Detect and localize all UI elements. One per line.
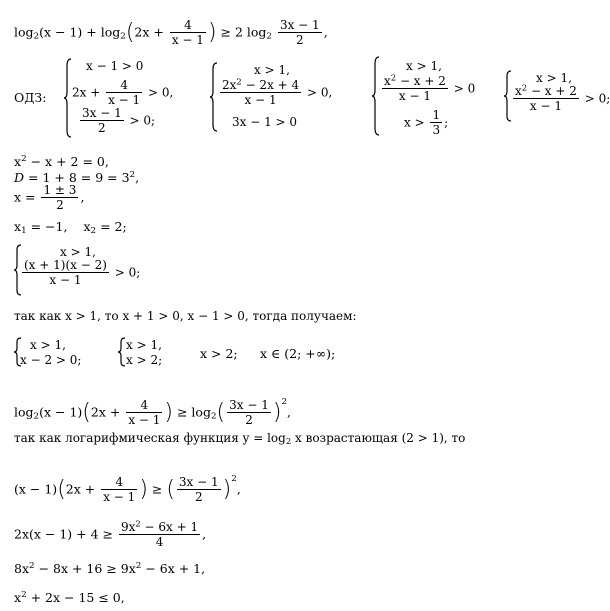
- system-6: x > 1, x − 2 > 0;: [14, 337, 94, 367]
- inequality-main: $\log_2(x - 1) + \log_2(2x$ + $\frac{4}{x - 1}$ ) ≥ 2 $\log_2$ $\frac{3x - 1}{2}$ ,: [14, 18, 328, 48]
- brace-icon: [372, 56, 380, 136]
- roots-values: $x_1 = -1$, $x_2 = 2$;: [14, 219, 127, 237]
- factored-system: x > 1, $\frac{(x + 1)(x - 2)}{x - 1}$ > 0;: [14, 244, 154, 296]
- explanation-text-2: так как логарифмическая функция $y = \log_2 x$ возрастающая (2 > 1), то: [14, 431, 466, 447]
- quadratic-equation: $x^2 - x + 2 = 0$,: [14, 154, 109, 169]
- brace-icon: [64, 58, 72, 138]
- polynomial-inequality: (x − 1)(2x + $\frac{4}{x - 1}$ ) ≥ ( $\frac{3x - 1}{2}$ )$^2$,: [14, 474, 241, 505]
- result-inequality: x > 2;: [200, 346, 238, 361]
- brace-icon: [210, 62, 218, 132]
- result-interval: x ∈ (2; +∞);: [260, 346, 336, 361]
- discriminant: $D = 1 + 8 = 9 = 3^2$,: [14, 170, 140, 185]
- odz-system-3: x > 1, $\frac{x^2 - x + 2}{x - 1}$ > 0 x > $\frac{1}{3}$ ;: [372, 56, 482, 136]
- odz-label: ОДЗ:: [14, 90, 47, 105]
- multiplied-inequality: $8x^2 - 8x + 16 \ge 9x^2 - 6x + 1$,: [14, 561, 206, 576]
- explanation-text-1: так как x > 1, то x + 1 > 0, x − 1 > 0, тогда получаем:: [14, 309, 357, 323]
- expanded-inequality: 2x(x − 1) + 4 ≥ $\frac{9x^2 - 6x + 1}{4}$ ,: [14, 518, 207, 550]
- odz-system-2: x > 1, $\frac{2x^2 - 2x + 4}{x - 1}$ > 0, 3x − 1 > 0: [210, 62, 330, 132]
- system-7: x > 1, x > 2;: [118, 337, 178, 367]
- roots-formula: x = $\frac{1 \pm 3}{2}$ ,: [14, 183, 85, 213]
- brace-icon: [118, 337, 126, 367]
- odz-system-4: x > 1, $\frac{x^2 - x + 2}{x - 1}$ > 0;: [504, 70, 600, 122]
- log-inequality: $\log_2(x - 1)(2x$ + $\frac{4}{x - 1}$ ) ≥ $\log_2$( $\frac{3x - 1}{2}$ )$^2$,: [14, 397, 292, 428]
- odz-system-1: x − 1 > 0 2x + $\frac{4}{x - 1}$ > 0, $\frac{3x - 1}{2}$ > 0;: [64, 58, 174, 138]
- final-inequality: $x^2 + 2x - 15 \le 0$,: [14, 590, 125, 605]
